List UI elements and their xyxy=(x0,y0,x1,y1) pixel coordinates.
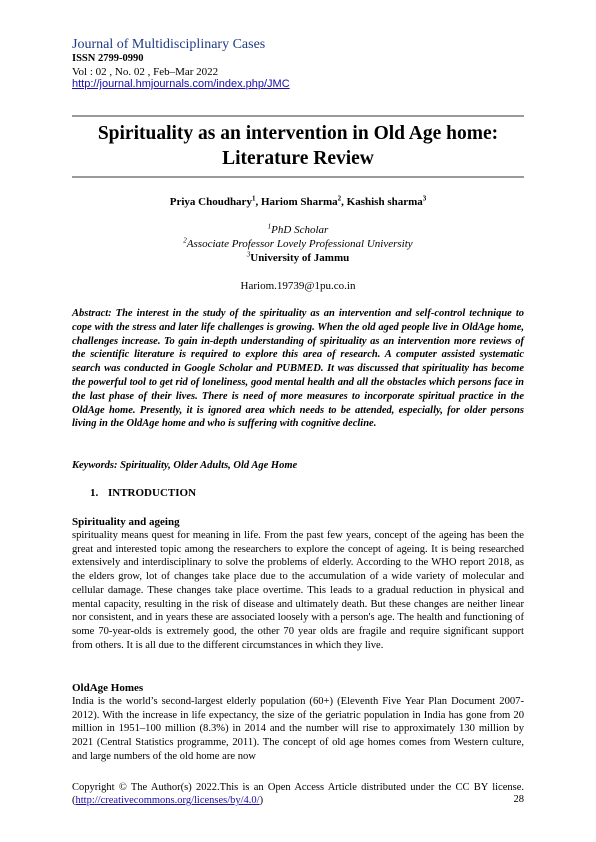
volume-info: Vol : 02 , No. 02 , Feb–Mar 2022 xyxy=(72,66,219,78)
subheading-spirituality-ageing: Spirituality and ageing xyxy=(72,516,180,528)
keywords: Keywords: Spirituality, Older Adults, Old Age Home xyxy=(72,460,298,471)
author-name: Kashish sharma xyxy=(346,196,423,208)
author-name: Hariom Sharma xyxy=(260,196,338,208)
section-number: 1. xyxy=(90,487,99,499)
abstract: Abstract: The interest in the study of the spirituality as an intervention and self-control technique to cope with the stress and later life challenges is growing. When the old aged people live in OldAge home, challenges increase. To gain in-depth understanding of spirituality as an intervention more reviews of the scientific literature is required to explore this area of research. A computer assisted systematic search was conducted in Google Scholar and PUBMED. It was discussed that spirituality has become the powerful tool to get rid of loneliness, good mental health and all the obstacles which persons face in the last phase of their lives. There is need of more measures to incorporate spiritual practice in the OldAge home. Presently, it is ignored area which needs to be attended, especially, for older persons living in the OldAge home and who is suffering with cognitive decline. xyxy=(72,308,524,430)
author-sup: 2 xyxy=(337,194,342,203)
body-paragraph-1: spirituality means quest for meaning in life. From the past few years, concept of the ageing has been the great and interested topic among the researchers to explore the concept of ageing. It is being researched extensively and interdisciplinary to solve the problems of elderly. According to the WHO report 2018, as the elders grow, lot of changes take place due to the accumulation of a wide variety of molecular and cellular damage. These changes take place overtime. This leads to a gradual reduction in physical and mental capacity, resulting in the risk of disease and ultimately death. But these changes are neither linear nor consistent, and in years these are associated loosely with a person's age. The health and functioning of some 70-year-olds is extremely good, the other 70 year olds are fragile and require significant support from others. It is all due to the different circumstances in which they live. xyxy=(72,530,524,651)
subheading-oldage-homes: OldAge Homes xyxy=(72,682,144,694)
section-heading-introduction xyxy=(90,487,196,499)
issn: ISSN 2799-0990 xyxy=(72,53,144,64)
body-paragraph-2: India is the world’s second-largest elderly population (60+) (Eleventh Five Year Plan Document 2007-2012). With the increase in life expectancy, the size of the geriatric population in India has gone from 20 million in 1951–100 million (8.3%) in 2014 and the number will rise to approximately 130 million by 2021 (Central Statistics programme, 2011). The concept of old age homes comes from Western culture, and large numbers of the old home are now xyxy=(72,696,524,762)
page-number: 28 xyxy=(513,794,524,805)
journal-name: Journal of Multidisciplinary Cases xyxy=(72,37,266,52)
author-email: Hariom.19739@1pu.co.in xyxy=(240,280,356,292)
paper-title: Spirituality as an intervention in Old Age home: Literature Review xyxy=(97,123,499,169)
author-list: Priya Choudhary$^1$, Hariom Sharma$^2$, Kashish sharma$^3$ xyxy=(169,194,427,208)
journal-url-link[interactable]: http://journal.hmjournals.com/index.php/JMC xyxy=(72,78,290,90)
author-sup: 1 xyxy=(251,194,256,203)
license-link[interactable]: http://creativecommons.org/licenses/by/4.0/ xyxy=(75,795,260,806)
title-divider xyxy=(72,176,524,178)
top-divider xyxy=(72,115,524,117)
author-name: Priya Choudhary xyxy=(169,196,252,208)
affiliation-1: $^1$PhD Scholar xyxy=(267,222,329,236)
affiliation-2: $^2$Associate Professor Lovely Professional University xyxy=(183,236,413,250)
affiliation-3: $^3$University of Jammu xyxy=(246,250,350,264)
copyright-footer: Copyright © The Author(s) 2022.This is an Open Access Article distributed under the CC BY license.(http://creativecommons.org/licenses/by/4.0/) xyxy=(72,782,524,806)
author-sup: 3 xyxy=(422,194,427,203)
section-title: INTRODUCTION xyxy=(108,487,197,499)
